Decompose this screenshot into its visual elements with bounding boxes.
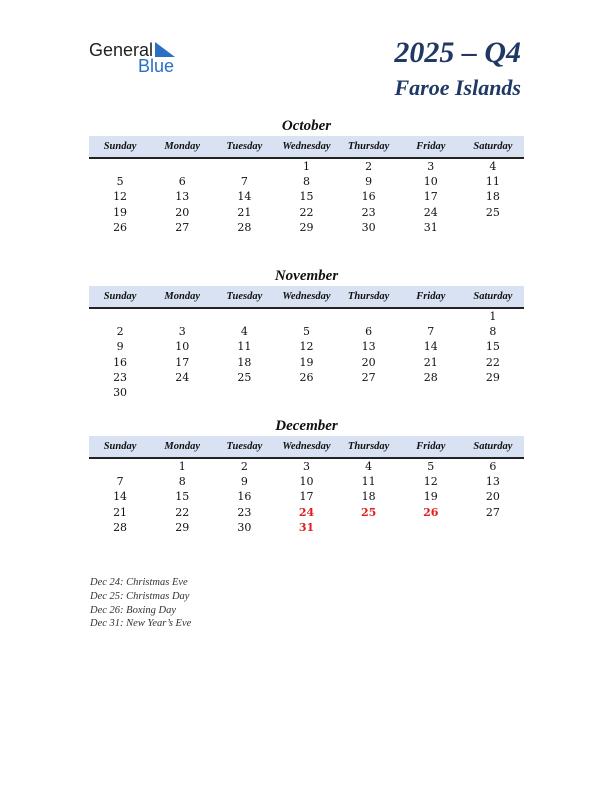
holiday-list xyxy=(90,576,191,631)
day-cell: 6 xyxy=(489,460,497,473)
day-cell: 30 xyxy=(237,520,252,534)
day-cell xyxy=(338,520,400,535)
day-cell: 12 xyxy=(423,475,438,489)
day-cell: 19 xyxy=(299,355,314,369)
day-cell: 27 xyxy=(361,370,376,384)
day-cell: 23 xyxy=(113,370,128,384)
day-cell: 30 xyxy=(113,385,128,399)
day-cell: 2 xyxy=(240,460,248,473)
weekday-label: Tuesday xyxy=(226,141,263,152)
month-grid xyxy=(89,159,524,235)
week-row xyxy=(89,474,524,489)
week-row xyxy=(89,505,524,520)
month-grid xyxy=(89,309,524,400)
day-cell: 29 xyxy=(299,220,314,234)
day-cell: 30 xyxy=(361,220,376,234)
day-cell: 28 xyxy=(113,520,128,534)
day-cell: 26 xyxy=(299,370,314,384)
weekday-label: Thursday xyxy=(347,441,390,452)
day-cell: 19 xyxy=(423,490,438,504)
day-cell: 28 xyxy=(423,370,438,384)
weekday-label: Wednesday xyxy=(282,441,331,452)
day-cell xyxy=(338,309,400,324)
weekday-label: Wednesday xyxy=(282,291,331,302)
logo xyxy=(89,40,189,80)
day-cell xyxy=(151,385,213,400)
month-october xyxy=(89,116,524,235)
day-cell: 26 xyxy=(113,220,128,234)
day-cell: 4 xyxy=(365,460,373,473)
day-cell: 5 xyxy=(427,460,435,473)
day-cell: 22 xyxy=(299,205,314,219)
logo-text-general: General xyxy=(89,40,154,60)
day-cell: 18 xyxy=(237,355,252,369)
day-cell xyxy=(213,385,275,400)
day-cell xyxy=(400,309,462,324)
day-cell: 8 xyxy=(489,325,497,339)
week-row xyxy=(89,385,524,400)
day-cell: 16 xyxy=(113,355,128,369)
day-cell: 16 xyxy=(361,190,376,204)
weekday-label: Saturday xyxy=(473,141,513,152)
day-cell: 14 xyxy=(113,490,128,504)
day-cell: 25 xyxy=(485,205,500,219)
week-row xyxy=(89,520,524,535)
day-cell: 24 xyxy=(175,370,190,384)
day-cell: 3 xyxy=(178,325,186,339)
day-cell: 6 xyxy=(365,325,373,339)
week-row xyxy=(89,189,524,204)
weekday-label: Sunday xyxy=(103,291,137,302)
day-cell xyxy=(400,520,462,535)
day-cell: 10 xyxy=(423,175,438,189)
day-cell: 8 xyxy=(302,175,310,189)
day-cell: 20 xyxy=(361,355,376,369)
day-cell xyxy=(400,385,462,400)
day-cell xyxy=(462,385,524,400)
day-cell: 31 xyxy=(298,520,315,534)
week-row xyxy=(89,324,524,339)
weekday-label: Monday xyxy=(164,291,200,302)
day-cell: 1 xyxy=(178,460,186,473)
day-cell: 26 xyxy=(423,505,439,519)
day-cell: 27 xyxy=(175,220,190,234)
day-cell: 11 xyxy=(485,175,500,189)
week-row xyxy=(89,205,524,220)
day-cell: 22 xyxy=(485,355,500,369)
day-cell: 1 xyxy=(489,310,497,323)
day-cell: 17 xyxy=(175,355,190,369)
day-cell xyxy=(89,159,151,174)
weekday-label: Thursday xyxy=(347,291,390,302)
week-row xyxy=(89,459,524,474)
day-cell: 9 xyxy=(240,475,248,489)
day-cell: 20 xyxy=(175,205,190,219)
day-cell: 7 xyxy=(116,475,124,489)
day-cell: 2 xyxy=(116,325,124,339)
day-cell xyxy=(462,520,524,535)
day-cell: 6 xyxy=(178,175,186,189)
day-cell: 9 xyxy=(116,340,124,354)
day-cell: 31 xyxy=(423,220,438,234)
day-cell: 10 xyxy=(299,475,314,489)
day-cell: 20 xyxy=(485,490,500,504)
day-cell xyxy=(89,459,151,474)
day-cell: 2 xyxy=(365,160,373,173)
day-cell: 13 xyxy=(175,190,190,204)
day-cell: 25 xyxy=(237,370,252,384)
day-cell xyxy=(151,159,213,174)
day-cell: 17 xyxy=(423,190,438,204)
page-title: 2025 – Q4 xyxy=(394,36,521,69)
day-cell: 24 xyxy=(423,205,438,219)
holiday-item: Dec 24: Christmas Eve xyxy=(90,577,188,588)
day-cell: 12 xyxy=(299,340,314,354)
holiday-item: Dec 31: New Year’s Eve xyxy=(90,618,192,630)
week-row xyxy=(89,174,524,189)
weekday-label: Saturday xyxy=(473,441,513,452)
weekday-label: Thursday xyxy=(347,141,390,152)
day-cell: 23 xyxy=(237,505,252,519)
day-cell: 7 xyxy=(240,175,248,189)
day-cell: 15 xyxy=(485,340,500,354)
day-cell: 18 xyxy=(361,490,376,504)
month-title: December xyxy=(275,418,338,434)
weekday-label: Tuesday xyxy=(226,441,263,452)
day-cell xyxy=(151,309,213,324)
day-cell: 17 xyxy=(299,490,314,504)
day-cell: 13 xyxy=(485,475,500,489)
day-cell: 11 xyxy=(237,340,252,354)
weekday-label: Monday xyxy=(164,141,200,152)
day-cell xyxy=(213,309,275,324)
weekday-label: Wednesday xyxy=(282,141,331,152)
day-cell: 3 xyxy=(427,160,435,173)
week-row xyxy=(89,220,524,235)
month-november xyxy=(89,266,524,400)
week-row xyxy=(89,159,524,174)
day-cell: 15 xyxy=(299,190,314,204)
day-cell: 23 xyxy=(361,205,376,219)
day-cell: 15 xyxy=(175,490,190,504)
day-cell: 29 xyxy=(485,370,500,384)
weekday-header xyxy=(89,286,524,309)
weekday-label: Sunday xyxy=(103,441,137,452)
day-cell: 10 xyxy=(175,340,190,354)
day-cell: 29 xyxy=(175,520,190,534)
day-cell: 16 xyxy=(237,490,252,504)
day-cell: 28 xyxy=(237,220,252,234)
day-cell: 5 xyxy=(116,175,124,189)
day-cell: 22 xyxy=(175,505,190,519)
month-december xyxy=(89,416,524,535)
weekday-label: Friday xyxy=(416,291,446,302)
day-cell: 7 xyxy=(427,325,435,339)
weekday-label: Saturday xyxy=(473,291,513,302)
weekday-label: Monday xyxy=(164,441,200,452)
day-cell: 21 xyxy=(113,505,128,519)
day-cell: 21 xyxy=(237,205,252,219)
day-cell: 25 xyxy=(360,505,377,519)
day-cell: 11 xyxy=(361,475,376,489)
week-row xyxy=(89,309,524,324)
month-grid xyxy=(89,459,524,535)
weekday-label: Friday xyxy=(416,141,446,152)
weekday-label: Tuesday xyxy=(226,291,263,302)
day-cell xyxy=(275,385,337,400)
day-cell: 1 xyxy=(302,160,310,173)
day-cell xyxy=(275,309,337,324)
month-title: November xyxy=(274,268,339,284)
holiday-item: Dec 25: Christmas Day xyxy=(90,590,190,602)
day-cell: 5 xyxy=(302,325,310,339)
weekday-label: Sunday xyxy=(103,141,137,152)
week-row xyxy=(89,355,524,370)
week-row xyxy=(89,489,524,504)
weekday-header xyxy=(89,436,524,459)
day-cell: 18 xyxy=(485,190,500,204)
day-cell: 3 xyxy=(302,460,310,473)
weekday-label: Friday xyxy=(416,441,446,452)
day-cell: 21 xyxy=(423,355,438,369)
day-cell: 4 xyxy=(240,325,248,339)
day-cell: 14 xyxy=(423,340,438,354)
day-cell xyxy=(462,220,524,235)
day-cell: 27 xyxy=(485,505,500,519)
day-cell: 24 xyxy=(298,505,315,519)
page-subtitle: Faroe Islands xyxy=(394,75,521,100)
day-cell: 4 xyxy=(489,160,497,173)
day-cell: 8 xyxy=(178,475,186,489)
holiday-item: Dec 26: Boxing Day xyxy=(90,604,177,616)
week-row xyxy=(89,370,524,385)
day-cell: 14 xyxy=(237,190,252,204)
day-cell: 19 xyxy=(113,205,128,219)
day-cell xyxy=(338,385,400,400)
weekday-header xyxy=(89,136,524,159)
day-cell: 9 xyxy=(365,175,373,189)
month-title: October xyxy=(281,118,332,134)
logo-text-blue: Blue xyxy=(138,56,175,76)
day-cell xyxy=(89,309,151,324)
day-cell: 12 xyxy=(113,190,128,204)
day-cell xyxy=(213,159,275,174)
week-row xyxy=(89,339,524,354)
day-cell: 13 xyxy=(361,340,376,354)
